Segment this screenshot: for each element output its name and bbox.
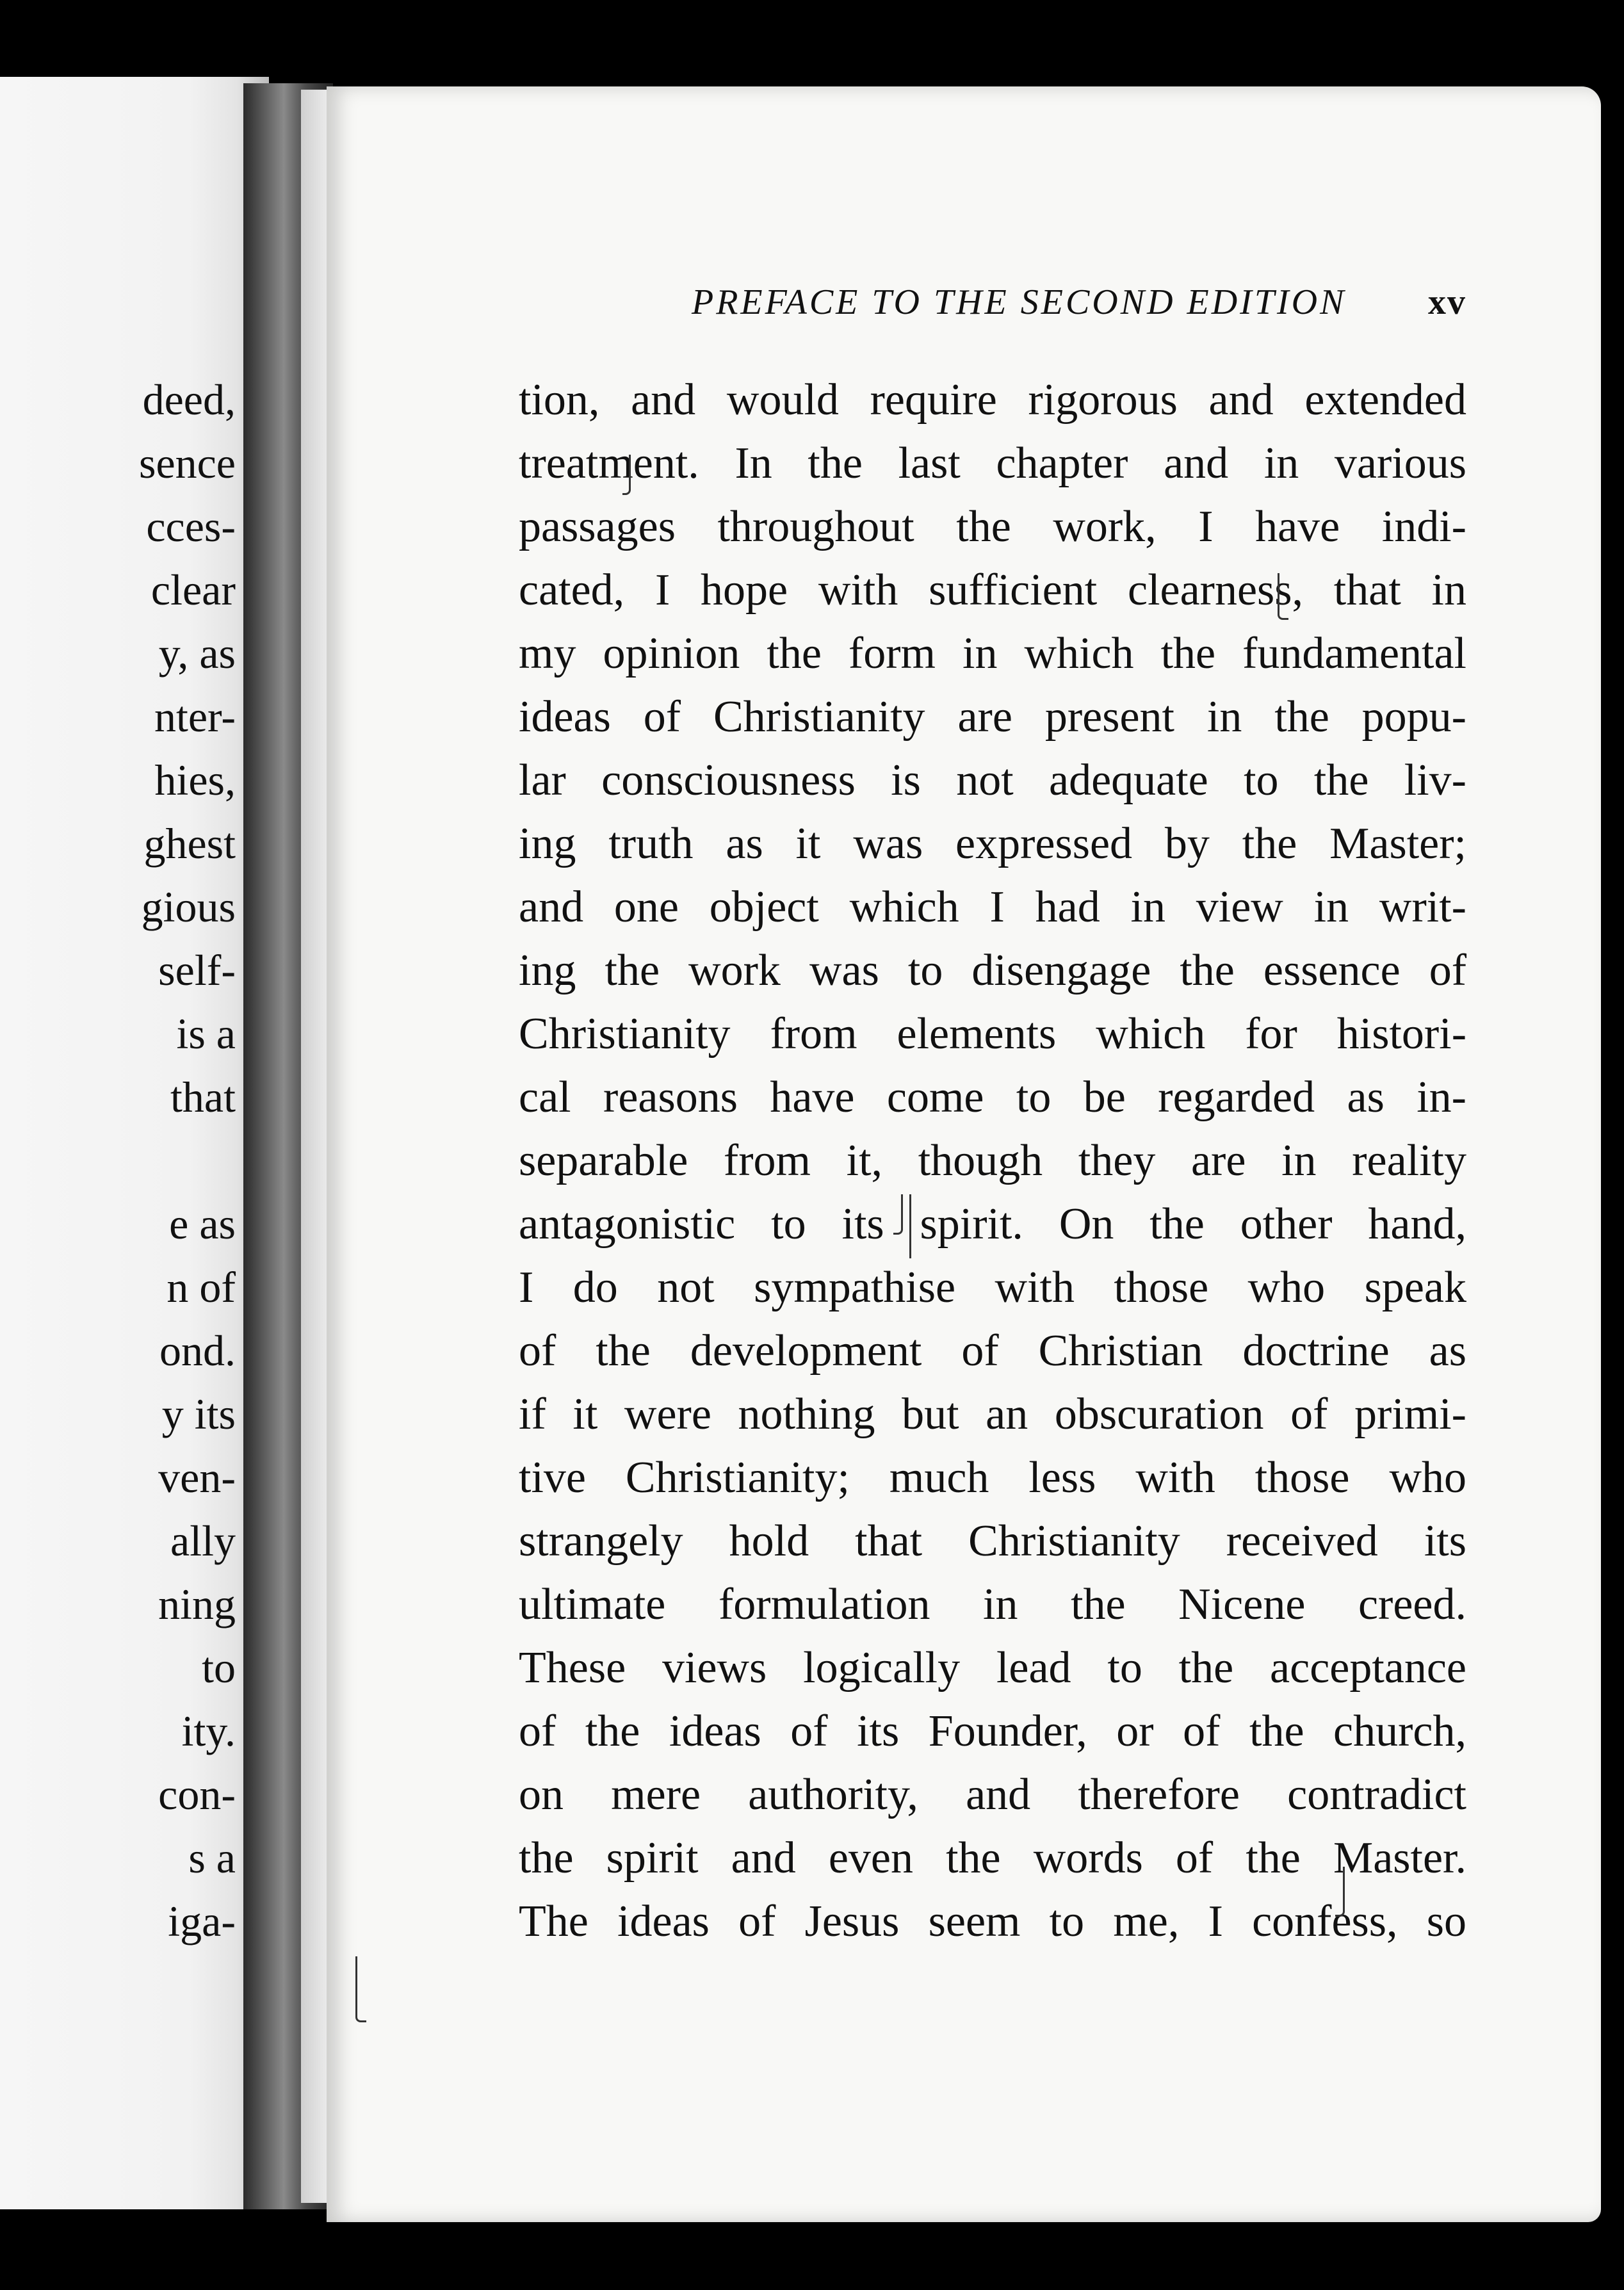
text-line: ultimate formulation in the Nicene creed. [519,1580,1466,1629]
text-line: I do not sympathise with those who speak [519,1263,1466,1312]
left-line: gious [141,882,236,931]
left-page-fragment [0,77,269,2209]
pencil-bracket-mark [355,1956,366,2022]
text-line: of the ideas of its Founder, or of the church, [519,1707,1466,1756]
text-line: tion, and would require rigorous and extended [519,375,1466,425]
page-number: xv [1428,282,1466,322]
left-line: clear [150,565,236,614]
text-line: antagonistic to its spirit. On the other hand, [519,1199,1466,1249]
left-line: ghest [143,819,236,868]
left-line: sence [138,439,236,487]
text-line: separable from it, though they are in reality [519,1136,1466,1185]
left-line: ity. [181,1707,236,1755]
left-line: is a [176,1009,236,1058]
pencil-bracket-mark [909,1194,918,1258]
text-line: ing truth as it was expressed by the Master; [519,819,1466,868]
body-text [519,368,1466,1953]
left-line: n of [166,1263,236,1311]
left-line: cces- [146,502,236,551]
left-line: hies, [154,756,236,804]
right-page [327,86,1601,2222]
text-line: lar consciousness is not adequate to the liv- [519,756,1466,805]
left-line: con- [158,1770,236,1819]
left-line: ally [170,1516,236,1565]
left-line: y, as [158,629,236,678]
text-line: The ideas of Jesus seem to me, I confess, so [519,1897,1466,1946]
left-line: s a [188,1833,236,1882]
left-line: e as [169,1199,236,1248]
text-line: treatment. In the last chapter and in various [519,439,1466,488]
text-line: my opinion the form in which the fundamental [519,629,1466,678]
left-line: self- [158,946,236,995]
running-head [519,282,1466,323]
left-line: deed, [142,375,236,424]
text-line: of the development of Christian doctrine as [519,1326,1466,1376]
text-line: passages throughout the work, I have indi- [519,502,1466,551]
pencil-bracket-mark [1278,573,1288,620]
pencil-bracket-mark [893,1194,903,1235]
text-line: and one object which I had in view in writ- [519,882,1466,932]
left-line: that [170,1073,236,1121]
pencil-bracket-mark [1335,1867,1345,1917]
text-line: the spirit and even the words of the Master. [519,1833,1466,1883]
text-line: Christianity from elements which for histori- [519,1009,1466,1059]
left-line: iga- [168,1897,236,1945]
left-line: y its [161,1390,236,1438]
left-line: to [202,1643,236,1692]
running-title: PREFACE TO THE SECOND EDITION [692,282,1347,322]
text-line: ideas of Christianity are present in the popu- [519,692,1466,742]
left-line: nter- [154,692,236,741]
text-line: on mere authority, and therefore contradict [519,1770,1466,1819]
text-line: ing the work was to disengage the essence of [519,946,1466,995]
text-line: strangely hold that Christianity received its [519,1516,1466,1566]
left-line: ond. [159,1326,236,1375]
text-line: tive Christianity; much less with those who [519,1453,1466,1502]
text-line: if it were nothing but an obscuration of primi- [519,1390,1466,1439]
left-line: ning [158,1580,236,1628]
text-line: These views logically lead to the acceptance [519,1643,1466,1693]
text-line: cal reasons have come to be regarded as in- [519,1073,1466,1122]
text-line: cated, I hope with sufficient clearness, that in [519,565,1466,615]
pencil-bracket-mark [622,455,631,495]
left-line: ven- [158,1453,236,1502]
